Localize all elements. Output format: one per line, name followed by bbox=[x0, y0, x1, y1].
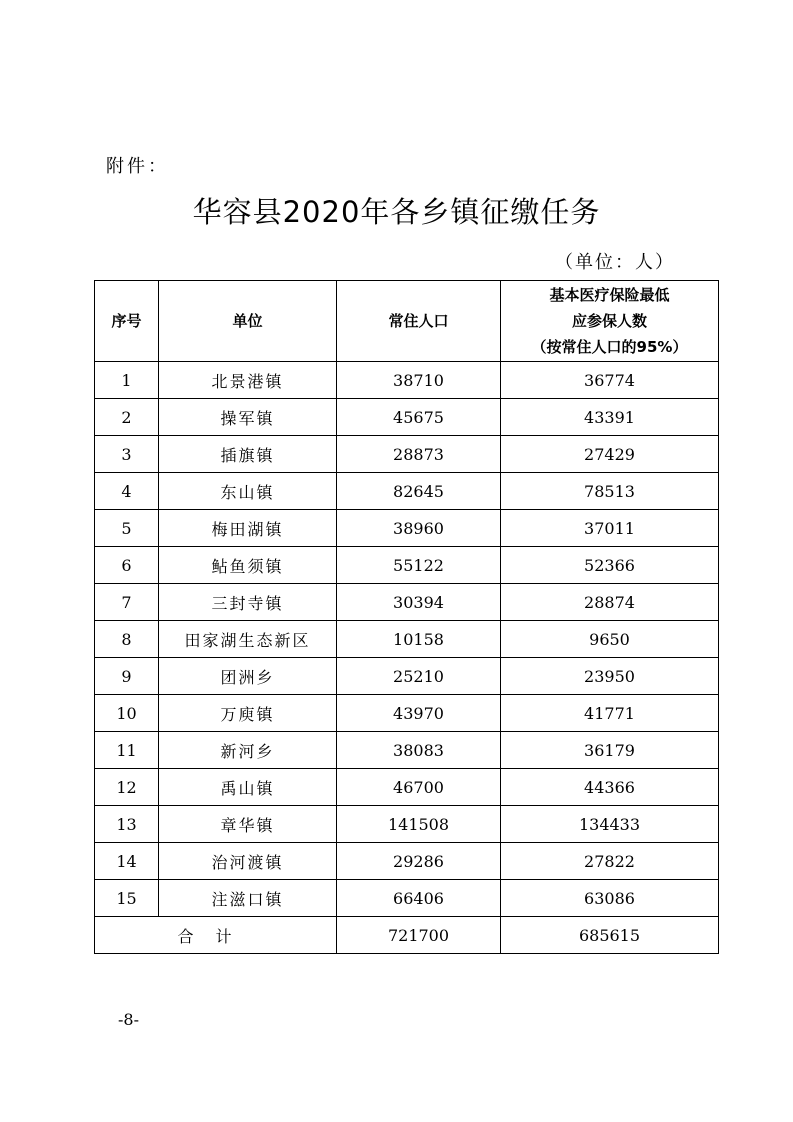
table-row bbox=[95, 732, 719, 769]
row-unit-name: 操军镇 bbox=[159, 399, 337, 436]
row-index: 14 bbox=[95, 843, 159, 880]
total-row bbox=[95, 917, 719, 954]
row-population: 29286 bbox=[337, 843, 501, 880]
row-index: 10 bbox=[95, 695, 159, 732]
row-population: 141508 bbox=[337, 806, 501, 843]
attachment-label: 附件： bbox=[106, 156, 169, 177]
row-population: 10158 bbox=[337, 621, 501, 658]
row-population: 30394 bbox=[337, 584, 501, 621]
table-row bbox=[95, 362, 719, 399]
row-population: 38083 bbox=[337, 732, 501, 769]
row-index: 15 bbox=[95, 880, 159, 917]
page-number: -8- bbox=[118, 1010, 139, 1029]
row-population: 55122 bbox=[337, 547, 501, 584]
unit-note: （单位：人） bbox=[555, 252, 675, 273]
table-row bbox=[95, 880, 719, 917]
row-unit-name: 注滋口镇 bbox=[159, 880, 337, 917]
row-unit-name: 万庾镇 bbox=[159, 695, 337, 732]
document-title: 华容县2020年各乡镇征缴任务 bbox=[192, 195, 601, 229]
table-row bbox=[95, 473, 719, 510]
table-row bbox=[95, 769, 719, 806]
row-population: 38960 bbox=[337, 510, 501, 547]
row-insured: 28874 bbox=[501, 584, 719, 621]
total-population: 721700 bbox=[337, 917, 501, 954]
row-insured: 63086 bbox=[501, 880, 719, 917]
row-index: 6 bbox=[95, 547, 159, 584]
row-unit-name: 新河乡 bbox=[159, 732, 337, 769]
row-insured: 27822 bbox=[501, 843, 719, 880]
row-index: 2 bbox=[95, 399, 159, 436]
table-row bbox=[95, 547, 719, 584]
row-index: 5 bbox=[95, 510, 159, 547]
header-population: 常住人口 bbox=[337, 281, 501, 362]
header-index: 序号 bbox=[95, 281, 159, 362]
row-index: 8 bbox=[95, 621, 159, 658]
total-label: 合计 bbox=[95, 917, 337, 954]
table-row bbox=[95, 584, 719, 621]
row-unit-name: 禹山镇 bbox=[159, 769, 337, 806]
row-population: 82645 bbox=[337, 473, 501, 510]
row-insured: 23950 bbox=[501, 658, 719, 695]
table-row bbox=[95, 436, 719, 473]
row-index: 13 bbox=[95, 806, 159, 843]
header-insured-line1: 基本医疗保险最低 bbox=[549, 286, 670, 304]
row-unit-name: 东山镇 bbox=[159, 473, 337, 510]
row-unit-name: 治河渡镇 bbox=[159, 843, 337, 880]
row-population: 38710 bbox=[337, 362, 501, 399]
row-insured: 44366 bbox=[501, 769, 719, 806]
row-insured: 134433 bbox=[501, 806, 719, 843]
table-row bbox=[95, 621, 719, 658]
row-unit-name: 鲇鱼须镇 bbox=[159, 547, 337, 584]
row-index: 11 bbox=[95, 732, 159, 769]
header-insured-line2: 应参保人数 bbox=[571, 312, 647, 330]
header-insured-line3: （按常住人口的95%） bbox=[531, 338, 688, 356]
row-insured: 9650 bbox=[501, 621, 719, 658]
row-insured: 36774 bbox=[501, 362, 719, 399]
row-insured: 43391 bbox=[501, 399, 719, 436]
table-row bbox=[95, 695, 719, 732]
header-unit: 单位 bbox=[159, 281, 337, 362]
table-row bbox=[95, 843, 719, 880]
row-index: 1 bbox=[95, 362, 159, 399]
row-population: 25210 bbox=[337, 658, 501, 695]
table-row bbox=[95, 510, 719, 547]
table-row bbox=[95, 399, 719, 436]
header-insured bbox=[501, 281, 719, 362]
row-index: 3 bbox=[95, 436, 159, 473]
row-insured: 52366 bbox=[501, 547, 719, 584]
row-unit-name: 团洲乡 bbox=[159, 658, 337, 695]
table-row bbox=[95, 658, 719, 695]
row-insured: 41771 bbox=[501, 695, 719, 732]
row-population: 43970 bbox=[337, 695, 501, 732]
row-population: 28873 bbox=[337, 436, 501, 473]
row-index: 9 bbox=[95, 658, 159, 695]
row-insured: 78513 bbox=[501, 473, 719, 510]
row-unit-name: 章华镇 bbox=[159, 806, 337, 843]
task-table bbox=[94, 280, 719, 954]
row-population: 66406 bbox=[337, 880, 501, 917]
row-insured: 36179 bbox=[501, 732, 719, 769]
row-unit-name: 三封寺镇 bbox=[159, 584, 337, 621]
row-unit-name: 田家湖生态新区 bbox=[159, 621, 337, 658]
row-unit-name: 梅田湖镇 bbox=[159, 510, 337, 547]
row-index: 4 bbox=[95, 473, 159, 510]
row-population: 45675 bbox=[337, 399, 501, 436]
row-index: 12 bbox=[95, 769, 159, 806]
row-insured: 27429 bbox=[501, 436, 719, 473]
table-header-row bbox=[95, 281, 719, 362]
table-row bbox=[95, 806, 719, 843]
row-unit-name: 北景港镇 bbox=[159, 362, 337, 399]
total-insured: 685615 bbox=[501, 917, 719, 954]
row-index: 7 bbox=[95, 584, 159, 621]
row-population: 46700 bbox=[337, 769, 501, 806]
row-insured: 37011 bbox=[501, 510, 719, 547]
row-unit-name: 插旗镇 bbox=[159, 436, 337, 473]
